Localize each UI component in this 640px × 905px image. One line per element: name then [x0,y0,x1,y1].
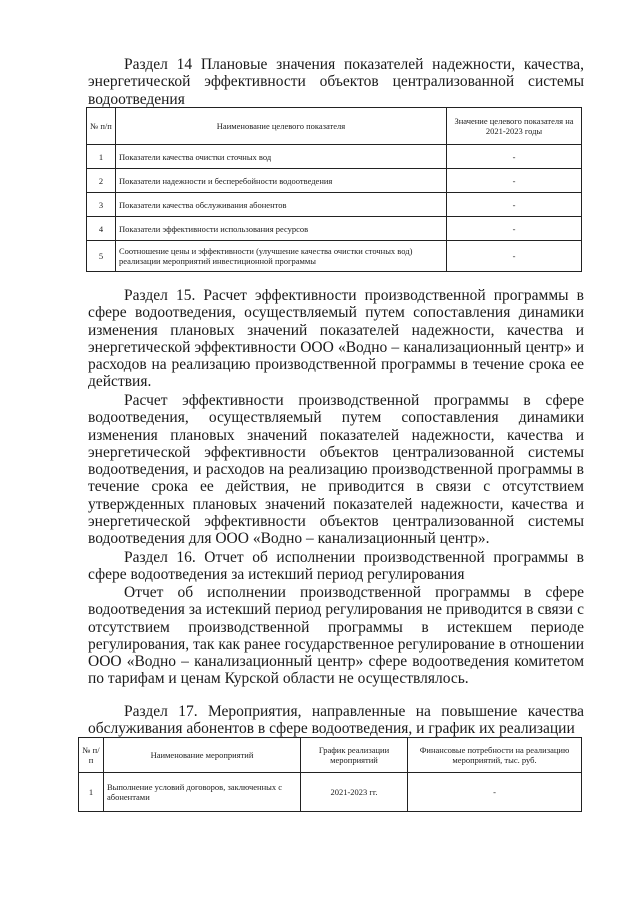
header-schedule: График реализации мероприятий [301,738,408,773]
header-indicator-name: Наименование целевого показателя [116,108,447,145]
header-measure-name: Наименование мероприятий [104,738,301,773]
row-indicator-value: - [447,241,582,272]
table-row [87,193,582,217]
header-indicator-value: Значение целевого показателя на 2021-2023 годы [447,108,582,145]
row-indicator-value: - [447,145,582,169]
row-indicator-value: - [447,217,582,241]
table-row [79,773,582,812]
section-14-title: Раздел 14 Плановые значения показателей надежности, качества, энергетической эффективности объектов централизованной системы водоотведения [88,56,584,108]
row-number: 2 [87,169,116,193]
section-14-table [86,107,582,272]
table-header-row [79,738,582,773]
table-row [87,241,582,272]
row-financial-needs: - [408,773,582,812]
row-measure-name: Выполнение условий договоров, заключенных с абонентами [104,773,301,812]
section-16-body: Отчет об исполнении производственной программы в сфере водоотведения за истекший период регулирования не приводится в связи с отсутствием производственной программы в истекшем периоде регулирования, так как ранее государственное регулирование в отношении ООО «Водно – канализационный центр» сфере водоотведения комитетом по тарифам и ценам Курской области не осуществлялось. [88,584,584,688]
row-indicator-value: - [447,193,582,217]
row-indicator-name: Показатели качества очистки сточных вод [116,145,447,169]
row-number: 3 [87,193,116,217]
section-17-table [78,737,582,812]
row-schedule: 2021-2023 гг. [301,773,408,812]
row-number: 1 [87,145,116,169]
table-row [87,217,582,241]
row-number: 5 [87,241,116,272]
section-17-title: Раздел 17. Мероприятия, направленные на повышение качества обслуживания абонентов в сфере водоотведения, и график их реализации [88,703,584,738]
section-15-title: Раздел 15. Расчет эффективности производственной программы в сфере водоотведения, осуществляемый путем сопоставления динамики изменения плановых значений показателей надежности, качества и энергетической эффективности ООО «Водно – канализационный центр» и расходов на реализацию производственной программы в течение срока ее действия. [88,287,584,391]
table-row [87,145,582,169]
header-number: № п/п [79,738,104,773]
header-number: № п/п [87,108,116,145]
header-financial-needs: Финансовые потребности на реализацию мероприятий, тыс. руб. [408,738,582,773]
row-number: 4 [87,217,116,241]
row-indicator-name: Показатели надежности и бесперебойности водоотведения [116,169,447,193]
row-indicator-name: Показатели эффективности использования ресурсов [116,217,447,241]
row-number: 1 [79,773,104,812]
section-15-body: Расчет эффективности производственной программы в сфере водоотведения, осуществляемый путем сопоставления динамики изменения плановых значений показателей надежности, качества и энергетической эффективности объектов централизованной системы водоотведения, и расходов на реализацию производственной программы в течение срока ее действия, не приводится в связи с отсутствием утвержденных плановых значений показателей надежности, качества и энергетической эффективности объектов централизованной системы водоотведения для ООО «Водно – канализационный центр». [88,392,584,548]
row-indicator-name: Показатели качества обслуживания абонентов [116,193,447,217]
section-16-title: Раздел 16. Отчет об исполнении производственной программы в сфере водоотведения за истекший период регулирования [88,549,584,584]
row-indicator-name: Соотношение цены и эффективности (улучшение качества очистки сточных вод) реализации мероприятий инвестиционной программы [116,241,447,272]
table-row [87,169,582,193]
row-indicator-value: - [447,169,582,193]
table-header-row [87,108,582,145]
